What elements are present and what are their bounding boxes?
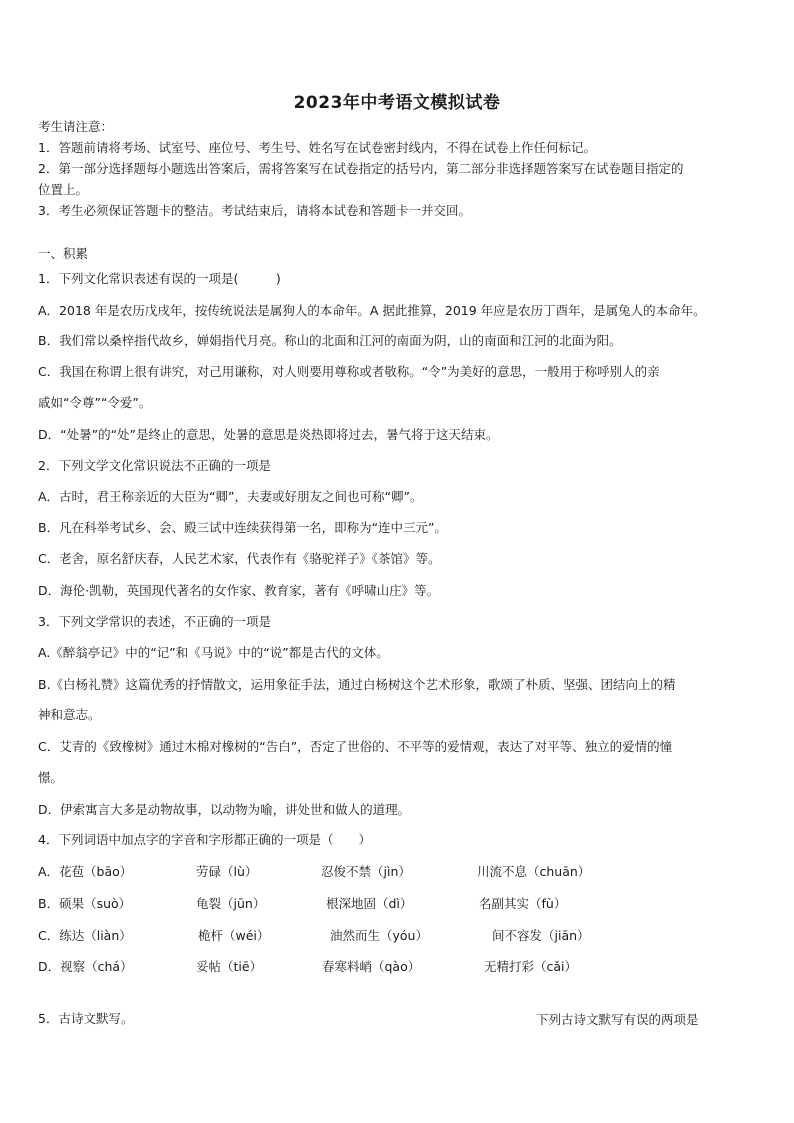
q3-option-c: C．艾青的《致橡树》通过木棉对橡树的“告白”，否定了世俗的、不平等的爱情观，表达了对平等、独立的爱情的憧 bbox=[38, 739, 673, 754]
q4-row-b bbox=[38, 894, 758, 912]
q3-option-b-cont: 神和意志。 bbox=[38, 707, 101, 722]
q2-option-b: B．凡在科举考试乡、会、殿三试中连续获得第一名，即称为“连中三元”。 bbox=[38, 520, 448, 535]
q4-row-a bbox=[38, 862, 758, 880]
q4-d-word-4: 无精打彩（cǎi） bbox=[484, 959, 578, 974]
q2-option-c: C．老舍，原名舒庆春，人民艺术家，代表作有《骆驼祥子》《茶馆》等。 bbox=[38, 551, 441, 566]
q4-c-word-3: 油然而生（yóu） bbox=[330, 928, 428, 943]
notice-item-2-cont: 位置上。 bbox=[38, 182, 89, 197]
notice-item-1: 1．答题前请将考场、试室号、座位号、考生号、姓名写在试卷密封线内，不得在试卷上作任何标记。 bbox=[38, 140, 596, 155]
q1-option-c-cont: 戚如“令尊”“令爱”。 bbox=[38, 395, 152, 410]
q4-a-word-1: A．花苞（bāo） bbox=[38, 864, 133, 879]
q2-option-a: A．古时，君王称亲近的大臣为“卿”，夫妻或好朋友之间也可称“卿”。 bbox=[38, 489, 423, 504]
q3-option-a: A.《醉翁亭记》中的“记”和《马说》中的“说”都是古代的文体。 bbox=[38, 645, 389, 660]
q5-subprompt: 下列古诗文默写有误的两项是 bbox=[536, 1012, 699, 1027]
q4-c-word-4: 间不容发（jiān） bbox=[492, 928, 590, 943]
q2-option-d: D．海伦·凯勒，英国现代著名的女作家、教育家，著有《呼啸山庄》等。 bbox=[38, 583, 440, 598]
q1-option-c: C．我国在称谓上很有讲究，对己用谦称，对人则要用尊称或者敬称。“令”为美好的意思，一般用于称呼别人的亲 bbox=[38, 364, 660, 379]
q4-stem: 4．下列词语中加点字的字音和字形都正确的一项是（ ） bbox=[38, 832, 371, 847]
q4-row-d bbox=[38, 957, 758, 975]
q1-option-d: D．“处暑”的“处”是终止的意思，处暑的意思是炎热即将过去，暑气将于这天结束。 bbox=[38, 427, 499, 442]
q5-stem: 5．古诗文默写。 bbox=[38, 1011, 134, 1026]
q4-c-word-2: 桅杆（wéi） bbox=[198, 928, 270, 943]
section-heading: 一、积累 bbox=[38, 246, 89, 261]
q4-a-word-3: 忍俊不禁（jìn） bbox=[321, 864, 411, 879]
notice-heading: 考生请注意： bbox=[38, 119, 114, 134]
q4-a-word-4: 川流不息（chuān） bbox=[477, 864, 591, 879]
q4-row-c bbox=[38, 926, 758, 944]
q2-stem: 2．下列文学文化常识说法不正确的一项是 bbox=[38, 458, 271, 473]
q3-stem: 3．下列文学常识的表述，不正确的一项是 bbox=[38, 614, 271, 629]
q4-b-word-4: 名副其实（fù） bbox=[479, 896, 567, 911]
q4-a-word-2: 劳碌（lù） bbox=[196, 864, 258, 879]
notice-item-3: 3．考生必须保证答题卡的整洁。考试结束后，请将本试卷和答题卡一并交回。 bbox=[38, 203, 471, 218]
q4-b-word-1: B．硕果（suò） bbox=[38, 896, 132, 911]
q1-option-b: B．我们常以桑梓指代故乡，婵娟指代月亮。称山的北面和江河的南面为阴，山的南面和江河的北面为阳。 bbox=[38, 333, 622, 348]
q1-stem: 1．下列文化常识表述有误的一项是( ) bbox=[38, 271, 281, 286]
notice-item-2: 2．第一部分选择题每小题选出答案后，需将答案写在试卷指定的括号内，第二部分非选择题答案写在试卷题目指定的 bbox=[38, 161, 684, 176]
q4-d-word-3: 春寒料峭（qào） bbox=[322, 959, 421, 974]
q3-option-c-cont: 憬。 bbox=[38, 770, 64, 785]
q3-option-d: D．伊索寓言大多是动物故事，以动物为喻，讲处世和做人的道理。 bbox=[38, 802, 411, 817]
q1-option-a: A．2018 年是农历戊戌年，按传统说法是属狗人的本命年。A 据此推算，2019 年应是农历丁酉年，是属兔人的本命年。 bbox=[38, 303, 706, 318]
q4-b-word-3: 根深地固（dì） bbox=[326, 896, 413, 911]
q3-option-b: B.《白杨礼赞》这篇优秀的抒情散文，运用象征手法，通过白杨树这个艺术形象，歌颂了朴质、坚强、团结向上的精 bbox=[38, 677, 676, 692]
q4-d-word-1: D．视察（chá） bbox=[38, 959, 133, 974]
page-title: 2023年中考语文模拟试卷 bbox=[293, 93, 501, 113]
q4-b-word-2: 龟裂（jūn） bbox=[196, 896, 266, 911]
q4-c-word-1: C．练达（liàn） bbox=[38, 928, 132, 943]
q4-d-word-2: 妥帖（tiē） bbox=[196, 959, 263, 974]
